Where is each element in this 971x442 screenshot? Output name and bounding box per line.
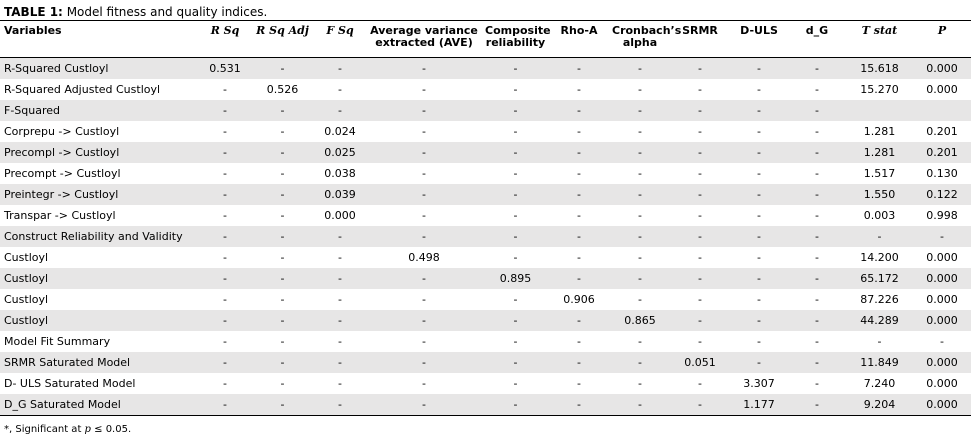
table-cell: - bbox=[250, 100, 315, 121]
header-srmr: SRMR bbox=[670, 22, 730, 58]
row-label: R-Squared Adjusted Custloyl bbox=[4, 83, 161, 96]
table-cell: 1.177 bbox=[730, 394, 788, 416]
table-cell: - bbox=[315, 394, 365, 416]
table-cell: - bbox=[365, 268, 483, 289]
table-cell: - bbox=[280, 167, 285, 180]
row-label: Construct Reliability and Validity bbox=[0, 226, 200, 247]
table-cell: - bbox=[577, 377, 581, 390]
table-cell: - bbox=[877, 335, 882, 348]
table-cell: - bbox=[315, 268, 365, 289]
table-cell: 0.998 bbox=[926, 209, 958, 222]
row-label: D_G Saturated Model bbox=[0, 394, 200, 416]
table-cell: - bbox=[280, 335, 285, 348]
table-cell: - bbox=[250, 268, 315, 289]
table-cell: - bbox=[513, 167, 518, 180]
table-cell: - bbox=[280, 293, 285, 306]
table-cell: - bbox=[757, 167, 761, 180]
table-cell: - bbox=[513, 125, 518, 138]
table-cell: - bbox=[757, 209, 761, 222]
table-cell: - bbox=[698, 167, 702, 180]
table-cell: - bbox=[670, 100, 730, 121]
table-cell: - bbox=[730, 184, 788, 205]
table-cell: - bbox=[730, 58, 788, 80]
table-row bbox=[0, 394, 971, 416]
table-cell: - bbox=[223, 377, 227, 390]
model-fitness-table bbox=[0, 22, 971, 416]
table-cell: - bbox=[315, 352, 365, 373]
table-cell: - bbox=[757, 335, 761, 348]
table-row bbox=[0, 226, 971, 247]
table-row bbox=[0, 163, 971, 184]
table-cell: - bbox=[638, 335, 642, 348]
table-cell: - bbox=[338, 377, 342, 390]
table-cell: - bbox=[757, 83, 761, 96]
table-cell: 0.531 bbox=[200, 58, 250, 80]
table-cell: - bbox=[223, 293, 227, 306]
header-rho-a: Rho-A bbox=[548, 22, 610, 58]
table-cell: 0.201 bbox=[926, 125, 958, 138]
table-cell: - bbox=[365, 394, 483, 416]
header-ave: Average variance extracted (AVE) bbox=[365, 22, 483, 58]
table-row bbox=[0, 373, 971, 394]
table-cell bbox=[846, 100, 913, 121]
table-cell: - bbox=[513, 83, 518, 96]
table-caption-text: Model fitness and quality indices. bbox=[66, 5, 268, 19]
table-cell: - bbox=[730, 310, 788, 331]
table-cell: - bbox=[365, 58, 483, 80]
table-cell: - bbox=[730, 226, 788, 247]
table-cell: - bbox=[610, 58, 670, 80]
row-label: D- ULS Saturated Model bbox=[4, 377, 136, 390]
row-label: Preintegr -> Custloyl bbox=[0, 184, 200, 205]
header-p bbox=[913, 22, 971, 58]
table-cell: - bbox=[548, 352, 610, 373]
footnote-symbol: p bbox=[84, 424, 91, 435]
table-cell: 0.906 bbox=[563, 293, 595, 306]
table-cell: - bbox=[757, 293, 761, 306]
header-d-uls: D-ULS bbox=[730, 22, 788, 58]
table-cell: - bbox=[638, 167, 642, 180]
table-cell: 9.204 bbox=[846, 394, 913, 416]
table-cell: - bbox=[513, 293, 518, 306]
table-cell: 0.895 bbox=[483, 268, 548, 289]
table-cell: - bbox=[788, 310, 846, 331]
table-cell: - bbox=[815, 83, 819, 96]
table-cell: - bbox=[788, 226, 846, 247]
table-cell: 0.000 bbox=[926, 251, 958, 264]
table-cell: - bbox=[483, 394, 548, 416]
table-cell: - bbox=[548, 310, 610, 331]
table-cell: 14.200 bbox=[860, 251, 899, 264]
table-cell: - bbox=[223, 83, 227, 96]
table-cell: - bbox=[548, 142, 610, 163]
table-row bbox=[0, 100, 971, 121]
table-cell: 0.051 bbox=[670, 352, 730, 373]
table-cell: - bbox=[513, 335, 518, 348]
table-cell: - bbox=[730, 268, 788, 289]
table-cell: - bbox=[577, 209, 581, 222]
table-cell: - bbox=[223, 209, 227, 222]
table-cell: - bbox=[365, 142, 483, 163]
table-cell: - bbox=[548, 184, 610, 205]
table-cell: - bbox=[815, 209, 819, 222]
header-d-g: d_G bbox=[788, 22, 846, 58]
table-cell: 0.038 bbox=[324, 167, 356, 180]
table-cell: - bbox=[698, 251, 702, 264]
table-cell: - bbox=[577, 335, 581, 348]
table-row bbox=[0, 205, 971, 226]
table-cell: - bbox=[730, 352, 788, 373]
table-cell: - bbox=[698, 125, 702, 138]
table-cell: - bbox=[200, 142, 250, 163]
table-cell: - bbox=[483, 310, 548, 331]
table-cell: - bbox=[610, 394, 670, 416]
row-label: Custloyl bbox=[0, 310, 200, 331]
table-cell: - bbox=[200, 268, 250, 289]
row-label: Precompt -> Custloyl bbox=[4, 167, 121, 180]
table-cell: - bbox=[670, 226, 730, 247]
table-cell: - bbox=[422, 377, 426, 390]
table-cell: - bbox=[670, 268, 730, 289]
table-row bbox=[0, 79, 971, 100]
table-cell: - bbox=[422, 167, 426, 180]
table-cell: 0.000 bbox=[926, 293, 958, 306]
table-cell: - bbox=[223, 251, 227, 264]
table-cell: - bbox=[250, 142, 315, 163]
table-cell: - bbox=[788, 184, 846, 205]
table-cell: - bbox=[422, 125, 426, 138]
table-cell: - bbox=[788, 394, 846, 416]
table-cell: - bbox=[670, 394, 730, 416]
table-cell bbox=[913, 100, 971, 121]
table-cell: - bbox=[638, 377, 642, 390]
table-cell: - bbox=[610, 226, 670, 247]
table-cell: 7.240 bbox=[863, 377, 896, 390]
row-label: F-Squared bbox=[0, 100, 200, 121]
table-cell: 44.289 bbox=[846, 310, 913, 331]
table-cell: - bbox=[698, 209, 702, 222]
table-cell: 87.226 bbox=[860, 293, 899, 306]
row-label: Transpar -> Custloyl bbox=[4, 209, 116, 222]
table-cell: - bbox=[815, 167, 819, 180]
table-cell: 0.000 bbox=[913, 352, 971, 373]
header-variables: Variables bbox=[0, 22, 200, 58]
table-row bbox=[0, 268, 971, 289]
table-cell: 0.000 bbox=[913, 268, 971, 289]
table-cell: 0.000 bbox=[926, 83, 958, 96]
table-cell: 15.270 bbox=[860, 83, 899, 96]
table-caption bbox=[4, 4, 267, 20]
table-cell: - bbox=[913, 226, 971, 247]
table-cell: - bbox=[638, 83, 642, 96]
table-cell: - bbox=[250, 394, 315, 416]
table-cell: - bbox=[365, 352, 483, 373]
row-label: R-Squared Custloyl bbox=[0, 58, 200, 80]
table-cell: - bbox=[698, 335, 702, 348]
header-r-sq-label: R Sq bbox=[210, 24, 240, 37]
table-cell: - bbox=[610, 184, 670, 205]
table-cell: 3.307 bbox=[743, 377, 775, 390]
table-row bbox=[0, 121, 971, 142]
header-cronbachs-alpha: Cronbach’s alpha bbox=[610, 22, 670, 58]
table-cell: - bbox=[577, 125, 581, 138]
table-cell: - bbox=[250, 184, 315, 205]
table-cell: 0.000 bbox=[913, 58, 971, 80]
table-cell: - bbox=[815, 251, 819, 264]
table-cell: - bbox=[223, 125, 227, 138]
table-cell: - bbox=[788, 142, 846, 163]
table-cell: - bbox=[223, 335, 227, 348]
footnote-suffix: ≤ 0.05. bbox=[90, 424, 132, 435]
table-cell: - bbox=[788, 352, 846, 373]
table-cell: - bbox=[483, 352, 548, 373]
table-cell: - bbox=[788, 268, 846, 289]
table-cell: 1.550 bbox=[846, 184, 913, 205]
row-label: Custloyl bbox=[0, 268, 200, 289]
table-cell: - bbox=[815, 125, 819, 138]
table-cell: 1.281 bbox=[863, 125, 896, 138]
table-cell: - bbox=[422, 293, 426, 306]
table-cell: - bbox=[200, 226, 250, 247]
table-cell: - bbox=[638, 125, 642, 138]
table-cell: - bbox=[200, 352, 250, 373]
table-row bbox=[0, 58, 971, 80]
table-cell: 1.281 bbox=[846, 142, 913, 163]
table-cell: 1.517 bbox=[863, 167, 896, 180]
table-cell: - bbox=[483, 142, 548, 163]
table-cell: - bbox=[365, 184, 483, 205]
table-row bbox=[0, 142, 971, 163]
table-cell: - bbox=[338, 251, 342, 264]
table-cell: - bbox=[250, 58, 315, 80]
table-cell: 0.122 bbox=[913, 184, 971, 205]
table-footnote bbox=[4, 424, 131, 436]
row-label: Model Fit Summary bbox=[4, 335, 111, 348]
table-row bbox=[0, 184, 971, 205]
table-cell: - bbox=[315, 100, 365, 121]
table-cell: - bbox=[638, 209, 642, 222]
table-row bbox=[0, 352, 971, 373]
table-cell: - bbox=[315, 226, 365, 247]
table-cell: - bbox=[483, 226, 548, 247]
header-composite-reliability: Composite reliability bbox=[483, 22, 548, 58]
row-label: Custloyl bbox=[4, 251, 49, 264]
table-cell: 0.039 bbox=[315, 184, 365, 205]
table-cell: 0.000 bbox=[913, 394, 971, 416]
table-caption-label: TABLE 1: bbox=[4, 5, 63, 19]
row-label: Custloyl bbox=[4, 293, 49, 306]
table-cell: - bbox=[730, 100, 788, 121]
table-cell: - bbox=[483, 184, 548, 205]
table-cell: - bbox=[548, 394, 610, 416]
table-cell: - bbox=[788, 58, 846, 80]
caption-divider bbox=[0, 20, 971, 21]
table-cell: - bbox=[365, 226, 483, 247]
header-t-stat bbox=[846, 22, 913, 58]
table-cell: - bbox=[315, 310, 365, 331]
header-t-stat-label: T stat bbox=[861, 24, 898, 37]
table-row bbox=[0, 247, 971, 268]
header-r-sq-adj-label: R Sq Adj bbox=[256, 24, 309, 37]
table-cell: - bbox=[815, 335, 819, 348]
table-cell: - bbox=[577, 251, 581, 264]
table-cell: - bbox=[200, 310, 250, 331]
table-row bbox=[0, 310, 971, 331]
header-f-sq-label: F Sq bbox=[326, 24, 354, 37]
table-cell: - bbox=[940, 335, 944, 348]
table-cell: - bbox=[670, 310, 730, 331]
table-cell: 0.025 bbox=[315, 142, 365, 163]
table-cell: 65.172 bbox=[846, 268, 913, 289]
table-cell: - bbox=[513, 209, 518, 222]
row-label: Corprepu -> Custloyl bbox=[4, 125, 120, 138]
table-cell: - bbox=[788, 100, 846, 121]
table-cell: 0.024 bbox=[324, 125, 356, 138]
table-cell: - bbox=[577, 83, 581, 96]
table-cell: - bbox=[365, 100, 483, 121]
table-cell: - bbox=[757, 251, 761, 264]
header-r-sq bbox=[200, 22, 250, 58]
table-cell: - bbox=[422, 209, 426, 222]
table-cell: 0.000 bbox=[926, 377, 958, 390]
table-cell: - bbox=[513, 377, 518, 390]
table-cell: 15.618 bbox=[846, 58, 913, 80]
table-cell: - bbox=[200, 100, 250, 121]
table-cell: 0.000 bbox=[324, 209, 356, 222]
table-cell: - bbox=[315, 58, 365, 80]
table-cell: - bbox=[483, 100, 548, 121]
table-cell: - bbox=[548, 226, 610, 247]
table-cell: - bbox=[280, 209, 285, 222]
table-cell: - bbox=[698, 377, 702, 390]
table-cell: - bbox=[422, 83, 426, 96]
header-row bbox=[0, 22, 971, 58]
table-cell: - bbox=[200, 184, 250, 205]
table-cell: - bbox=[638, 293, 642, 306]
table-cell: - bbox=[638, 251, 642, 264]
table-cell: - bbox=[223, 167, 227, 180]
table-cell: 0.201 bbox=[913, 142, 971, 163]
table-cell: - bbox=[513, 251, 518, 264]
table-cell: - bbox=[280, 251, 285, 264]
table-cell: 0.526 bbox=[266, 83, 299, 96]
table-cell: - bbox=[422, 335, 426, 348]
table-row bbox=[0, 331, 971, 352]
table-cell: - bbox=[846, 226, 913, 247]
table-cell: - bbox=[577, 167, 581, 180]
table-cell: - bbox=[610, 268, 670, 289]
table-cell: - bbox=[338, 293, 342, 306]
table-cell: - bbox=[250, 226, 315, 247]
table-cell: - bbox=[250, 352, 315, 373]
table-cell: - bbox=[670, 58, 730, 80]
table-cell: - bbox=[670, 142, 730, 163]
row-label: SRMR Saturated Model bbox=[0, 352, 200, 373]
table-cell: - bbox=[548, 100, 610, 121]
table-cell: 0.865 bbox=[610, 310, 670, 331]
table-cell: - bbox=[610, 100, 670, 121]
table-cell: - bbox=[670, 184, 730, 205]
table-cell: - bbox=[815, 377, 819, 390]
table-row bbox=[0, 289, 971, 310]
table-cell: - bbox=[365, 310, 483, 331]
table-cell: - bbox=[338, 335, 342, 348]
table-cell: 0.130 bbox=[926, 167, 958, 180]
table-cell: - bbox=[548, 268, 610, 289]
row-label: Precompl -> Custloyl bbox=[0, 142, 200, 163]
table-cell: - bbox=[338, 83, 342, 96]
table-cell: - bbox=[280, 377, 285, 390]
table-cell: - bbox=[698, 83, 702, 96]
table-cell: 11.849 bbox=[846, 352, 913, 373]
table-cell: - bbox=[483, 58, 548, 80]
table-cell: 0.000 bbox=[913, 310, 971, 331]
table-cell: - bbox=[548, 58, 610, 80]
table-cell: 0.498 bbox=[408, 251, 440, 264]
table-cell: - bbox=[815, 293, 819, 306]
table-cell: 0.003 bbox=[863, 209, 896, 222]
table-cell: - bbox=[200, 394, 250, 416]
header-f-sq bbox=[315, 22, 365, 58]
header-r-sq-adj bbox=[250, 22, 315, 58]
table-cell: - bbox=[250, 310, 315, 331]
table-cell: - bbox=[280, 125, 285, 138]
table-cell: - bbox=[757, 125, 761, 138]
header-p-label: P bbox=[937, 24, 947, 37]
table-cell: - bbox=[730, 142, 788, 163]
table-cell: - bbox=[610, 352, 670, 373]
table-cell: - bbox=[698, 293, 702, 306]
table-cell: - bbox=[610, 142, 670, 163]
footnote-prefix: *, Significant at bbox=[4, 424, 85, 435]
